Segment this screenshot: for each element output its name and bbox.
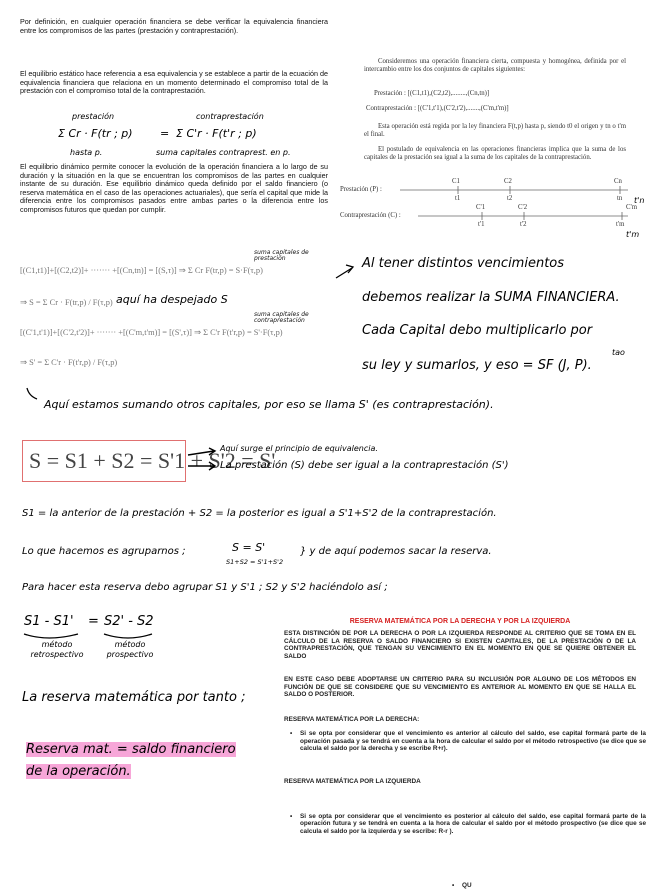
hand-note-tn: t'n	[634, 196, 645, 205]
note-tao: tao	[612, 348, 625, 357]
label-t2: t2	[507, 195, 513, 202]
label-metodo-retrospectivo: método retrospectivo	[30, 640, 84, 659]
hand-note-tm: t'm	[626, 230, 640, 239]
equilibrium-formula-left: Σ Cr · F(tr ; p)	[58, 127, 133, 140]
note-sumando-capitales: Aquí estamos sumando otros capitales, por eso se llama S' (es contraprestación).	[44, 398, 494, 411]
brace-right	[104, 634, 152, 638]
axis-label-contraprestacion: Contraprestación (C) :	[340, 212, 401, 219]
note-suma-contraprestacion: suma capitales de contraprestación	[254, 311, 309, 325]
formula-2: ⇒ S = Σ Cr · F(tr,p) / F(τ,p)	[20, 298, 113, 307]
reserva-trailing-bullet: • QU	[452, 882, 522, 889]
label-tpm: t'm	[616, 221, 625, 228]
formula-3: [(C'1,t'1)]+[(C'2,t'2)]+ ······· +[(C'm,t'm)] = [(S',τ)] ⇒ Σ C'r F(t'r,p) = S'·F(τ,p)	[20, 328, 283, 337]
label-c2: C2	[504, 178, 512, 185]
label-tp1: t'1	[478, 221, 485, 228]
hand-line-2c: S1+S2 = S'1+S'2	[226, 558, 284, 566]
reserva-derecha-bullet: • Si se opta por considerar que el vencimiento es anterior al cálculo del saldo, ese capital formará parte de la operación pasada y se tendrá en cuenta a la hora de calcular el saldo por el método retrospectivo (se dice que se calcula el saldo por la derecha y se escribe R+r).	[290, 730, 646, 753]
note-multiplicar: Cada Capital debo multiplicarlo por	[362, 323, 593, 338]
book-contra-equation: Contraprestación : [(C'1,t'1),(C'2,t'2),.......,(C'm,t'm)]	[366, 105, 509, 112]
book-prestacion-equation: Prestación : [(C1,t1),(C2,t2),........,(Cn,tn)]	[374, 90, 490, 97]
reserva-paragraph-2: EN ESTE CASO DEBE ADOPTARSE UN CRITERIO PARA SU INCLUSIÓN POR ALGUNO DE LOS MÉTODOS EN FUNCIÓN DE QUE SE CONSIDERE QUE SU VENCIMIENTO ES ANTERIOR AL MOMENTO EN QUE SE HALLA EL SALDO O POSTERIOR.	[284, 676, 636, 699]
note-despejado: aquí ha despejado S	[116, 293, 228, 306]
reserva-derecha-heading: RESERVA MATEMÁTICA POR LA DERECHA:	[284, 716, 420, 723]
brace-left	[24, 634, 78, 638]
hand-line-1: S1 = la anterior de la prestación + S2 = la posterior es igual a S'1+S'2 de la contraprestación.	[22, 508, 497, 519]
axis-label-prestacion: Prestación (P) :	[340, 186, 382, 193]
label-metodo-prospectivo: método prospectivo	[106, 640, 154, 659]
reserva-izquierda-heading: RESERVA MATEMÁTICA POR LA IZQUIERDA	[284, 778, 421, 785]
hand-line-2b: S = S'	[232, 541, 266, 554]
hand-line-5b	[26, 764, 131, 779]
note-contraprestacion: contraprestación	[196, 112, 264, 121]
note-suma-financiera: debemos realizar la SUMA FINANCIERA.	[362, 290, 620, 305]
hand-line-4: La reserva matemática por tanto ;	[22, 690, 246, 705]
hand-line-2a: Lo que hacemos es agruparnos ;	[22, 546, 186, 557]
label-cpm: C'm	[626, 204, 638, 211]
intro-paragraph-1: Por definición, en cualquier operación financiera se debe verificar la equivalencia financiera entre los compromisos de las partes (prestación y contraprestación).	[20, 17, 328, 35]
label-cp1: C'1	[476, 204, 486, 211]
hand-line-3: Para hacer esta reserva debo agrupar S1 y S'1 ; S2 y S'2 haciéndolo así ;	[22, 582, 388, 593]
label-tn: tn	[617, 195, 623, 202]
eq-right: S2' - S2	[104, 614, 154, 629]
equivalence-equation: S = S1 + S2 = S'1 + S'2 = S'	[29, 448, 276, 473]
note-prestacion-igual: La prestación (S) debe ser igual a la contraprestación (S')	[220, 460, 509, 471]
equilibrium-formula-eq: =	[160, 127, 170, 140]
reserva-title: RESERVA MATEMÁTICA POR LA DERECHA Y POR LA IZQUIERDA	[349, 618, 571, 625]
intro-paragraph-3: El equilibrio dinámico permite conocer la evolución de la operación financiera a lo largo de su duración y la situación en la que se encuentran los compromisos de las partes en cualquier instante de su duración. Ese equilibrio dinámico queda definido por el saldo financiero (o reserva matemática en el caso de las operaciones actuariales), que sería el capital que mide la diferencia entre los compromisos pasados entre ambas partes o la diferencia entre los compromisos futuros que quedan por cumplir.	[20, 162, 328, 214]
note-vencimientos: Al tener distintos vencimientos	[362, 256, 565, 271]
reserva-izquierda-bullet: • Si se opta por considerar que el vencimiento es posterior al cálculo del saldo, ese capital formará parte de la operación futura y se tendrá en cuenta a la hora de calcular el saldo por el método prospectivo (se dice que se calcula el saldo por la izquierda y se escribe: R-r ).	[290, 813, 646, 836]
note-suma-capitales: suma capitales contraprest. en p.	[156, 148, 291, 157]
label-c1: C1	[452, 178, 460, 185]
hand-line-5a	[26, 742, 236, 757]
note-prestacion: prestación	[72, 112, 115, 121]
label-t1: t1	[455, 195, 461, 202]
book-paragraph-3: El postulado de equivalencia en las operaciones financieras implica que la suma de los capitales de la prestación sea igual a la suma de los capitales de la contraprestación.	[364, 146, 626, 162]
book-paragraph-2: Esta operación está regida por la ley financiera F(t,p) hasta p, siendo t0 el origen y tn o t'm el final.	[364, 123, 626, 139]
highlight-reserva: Reserva mat. = saldo financiero	[26, 742, 236, 757]
reserva-paragraph-1: ESTA DISTINCIÓN DE POR LA DERECHA O POR LA IZQUIERDA RESPONDE AL CRITERIO QUE SE TOMA EN EL CÁLCULO DE LA RESERVA O SALDO FINANCIERO SI EXISTEN CAPITALES, DE LA PRESTACIÓN O DE LA CONTRAPRESTACIÓN, QUE TENGAN SU VENCIMIENTO EN EL MOMENTO EN QUE SE QUIERE OBTENER EL SALDO	[284, 630, 636, 660]
intro-paragraph-2: El equilibrio estático hace referencia a esa equivalencia y se establece a partir de la ecuación de equivalencia financiera que relaciona en un momento determinado el compromiso total de la prestación con el compromiso total de la contraprestación.	[20, 69, 328, 96]
label-tp2: t'2	[520, 221, 527, 228]
formula-4: ⇒ S' = Σ C'r · F(t'r,p) / F(τ,p)	[20, 358, 118, 367]
formula-1: [(C1,t1)]+[(C2,t2)]+ ······· +[(Cn,tn)] = [(S,τ)] ⇒ Σ Cr F(tr,p) = S·F(τ,p)	[20, 266, 263, 275]
note-ley-sumarlos: su ley y sumarlos, y eso = SF (J, P).	[362, 358, 592, 373]
label-cn: Cn	[614, 178, 622, 185]
highlight-operacion: de la operación.	[26, 764, 131, 779]
hand-line-2d: } y de aquí podemos sacar la reserva.	[300, 546, 492, 557]
eq-left: S1 - S1'	[24, 614, 74, 629]
note-hasta: hasta p.	[70, 148, 103, 157]
equilibrium-formula-right: Σ C'r · F(t'r ; p)	[176, 127, 257, 140]
label-cp2: C'2	[518, 204, 528, 211]
note-suma-prestacion: suma capitales de prestación	[254, 249, 309, 263]
eq-mid: =	[88, 614, 99, 629]
book-paragraph-1: Consideremos una operación financiera cierta, compuesta y homogénea, definida por el intercambio entre los dos conjuntos de capitales siguientes:	[364, 58, 626, 74]
note-principio-equivalencia: Aquí surge el principio de equivalencia.	[220, 444, 378, 453]
